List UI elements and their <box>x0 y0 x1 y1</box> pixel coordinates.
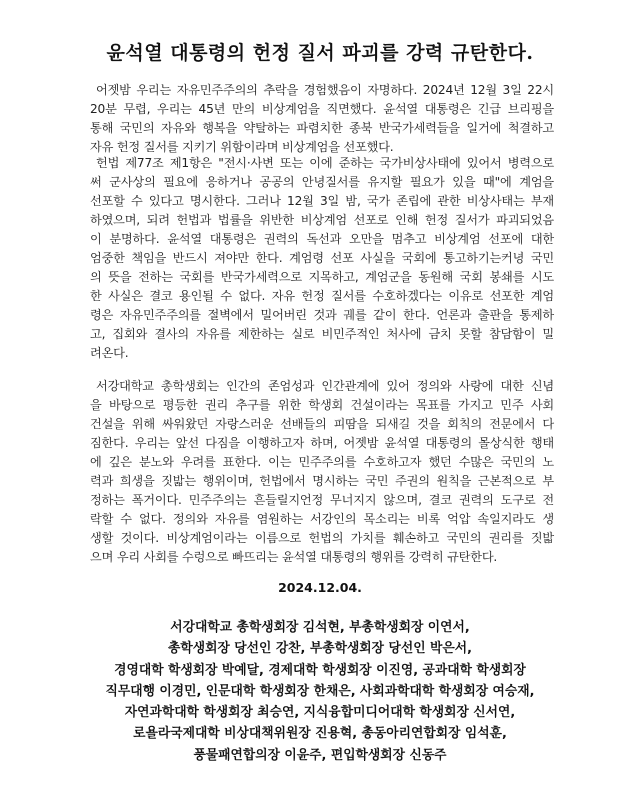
signature-line: 풍물패연합의장 이윤주, 편입학생회장 신동주 <box>193 747 447 763</box>
paragraph-line: 써 군사상의 필요에 응하거나 공공의 안녕질서를 유지할 필요가 있을 때"에 계엄을 <box>90 175 554 189</box>
paragraph-line: 에 깊은 분노와 우려를 표한다. 이는 민주주의를 수호하고자 했던 수많은 국민의 노 <box>90 455 554 469</box>
paragraph-line: 을 바탕으로 평등한 권리 추구를 위한 학생회 건설이라는 목표를 가지고 민주 사회 <box>90 398 554 412</box>
signature-line: 총학생회장 당선인 강찬, 부총학생회장 당선인 박은서, <box>168 641 472 657</box>
paragraph-line: 20분 무렵, 우리는 45년 만의 비상계엄을 직면했다. 윤석열 대통령은 긴급 브리핑을 <box>90 102 554 116</box>
signature-line: 자연과학대학 학생회장 최승연, 지식융합미디어대학 학생회장 신서연, <box>124 705 516 721</box>
paragraph-line: 의 뜻을 전하는 국회를 반국가세력으로 지목하고, 계엄군을 동원해 국회 봉쇄를 시도 <box>90 270 554 284</box>
paragraph-line: 이 분명하다. 윤석열 대통령은 권력의 독선과 오만을 멈추고 비상계엄 선포에 대한 <box>90 232 554 246</box>
signatures-block <box>0 617 640 766</box>
signature-line: 서강대학교 총학생회장 김석현, 부총학생회장 이연서, <box>170 620 470 635</box>
paragraph-line: 헌법 제77조 제1항은 "전시·사변 또는 이에 준하는 국가비상사태에 있어서 병력으로 <box>96 156 554 170</box>
paragraph-line: 하였으며, 되려 헌법과 법률을 위반한 비상계엄 선포로 인해 헌정 질서가 파괴되었음 <box>90 213 554 227</box>
signature-line: 직무대행 이경민, 인문대학 학생회장 한채은, 사회과학대학 학생회장 여승재, <box>105 683 535 699</box>
paragraph-line: 한 사실은 결코 용인될 수 없다. 자유 헌정 질서를 수호하겠다는 이유로 선포한 계엄 <box>90 289 554 303</box>
paragraph-3 <box>90 377 554 567</box>
paragraph-line: 락할 수 없다. 정의와 자유를 염원하는 서강인의 목소리는 비록 억압 속일지라도 생 <box>90 512 554 526</box>
paragraph-line: 려온다. <box>90 346 129 360</box>
paragraph-line: 생할 것이다. 비상계엄이라는 이름으로 헌법의 가치를 훼손하고 국민의 권리를 짓밟 <box>90 531 554 545</box>
signature-line: 경영대학 학생회장 박예달, 경제대학 학생회장 이진영, 공과대학 학생회장 <box>114 662 526 678</box>
paragraph-1 <box>90 81 554 157</box>
paragraph-2 <box>90 154 554 363</box>
paragraph-line: 정하는 폭거이다. 민주주의는 흔들릴지언정 무너지지 않으며, 결코 권력의 도구로 전 <box>90 493 554 507</box>
paragraph-line: 서강대학교 총학생회는 인간의 존엄성과 인간관계에 있어 정의와 사랑에 대한 신념 <box>96 379 554 393</box>
paragraph-line: 고, 집회와 결사의 자유를 제한하는 실로 비민주적인 처사에 금치 못할 참담함이 밀 <box>90 327 554 341</box>
signature-line: 로욜라국제대학 비상대책위원장 진용혁, 총동아리연합회장 임석훈, <box>133 726 507 742</box>
paragraph-line: 통해 국민의 자유와 행복을 약탈하는 파렴치한 종북 반국가세력들을 일거에 척결하고 <box>90 121 554 135</box>
paragraph-line: 선포할 수 있다고 명시한다. 그러나 12월 3일 밤, 국가 존립에 관한 비상사태는 부재 <box>90 194 554 208</box>
document-title: 윤석열 대통령의 헌정 질서 파괴를 강력 규탄한다. <box>106 42 534 64</box>
paragraph-line: 자유 헌정 질서를 지키기 위함이라며 비상계엄을 선포했다. <box>90 140 394 154</box>
paragraph-line: 어젯밤 우리는 자유민주주의의 추락을 경험했음이 자명하다. 2024년 12월 3일 22시 <box>96 83 554 97</box>
paragraph-line: 으며 우리 사회를 수렁으로 빠뜨리는 윤석열 대통령의 행위를 강력히 규탄한다. <box>90 550 498 564</box>
paragraph-line: 건설을 위해 싸워왔던 자랑스러운 선배들의 피땀을 되새길 것을 회칙의 전문에서 다 <box>90 417 554 431</box>
paragraph-line: 엄중한 책임을 반드시 져야만 한다. 계엄령 선포 사실을 국회에 통고하기는커녕 국민 <box>90 251 554 265</box>
statement-date: 2024.12.04. <box>278 580 362 595</box>
paragraph-line: 력과 희생을 짓밟는 행위이며, 헌법에서 명시하는 국민 주권의 원칙을 근본적으로 부 <box>90 474 554 488</box>
paragraph-line: 령은 자유민주주의를 절벽에서 밀어버린 것과 궤를 같이 한다. 언론과 출판을 통제하 <box>90 308 554 322</box>
paragraph-line: 짐한다. 우리는 앞선 다짐을 이행하고자 하며, 어젯밤 윤석열 대통령의 몰상식한 행태 <box>90 436 554 450</box>
